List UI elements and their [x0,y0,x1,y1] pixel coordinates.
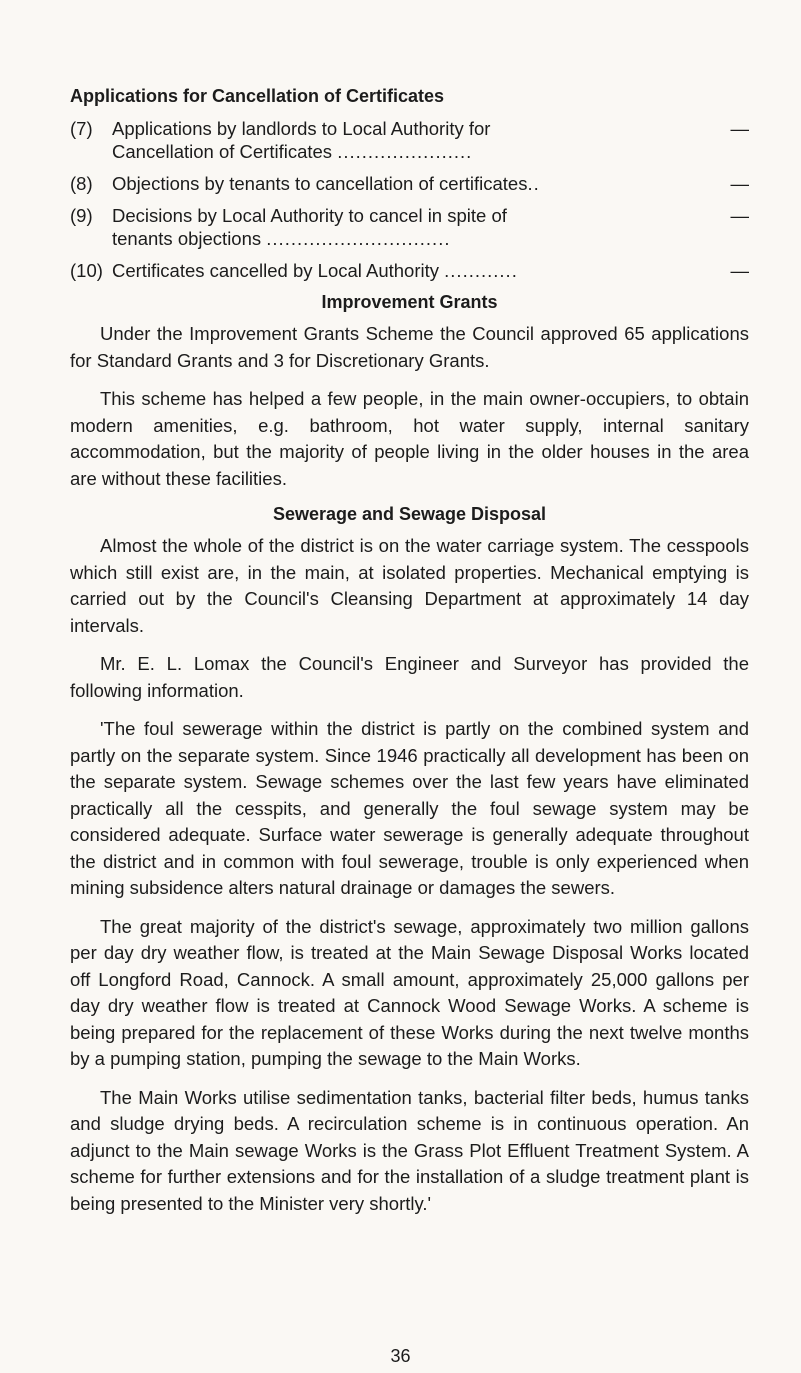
leader-dots: ............ [444,260,518,281]
paragraph: Almost the whole of the district is on the water carriage system. The cesspools which still exist are, in the main, at isolated properties. Mechanical emptying is carried out by the Council's Cleansing Department at approximately 14 day intervals. [70,535,749,636]
item-text-line: Cancellation of Certificates [112,141,333,162]
cancellation-heading: Applications for Cancellation of Certificates [70,86,445,106]
paragraph: Mr. E. L. Lomax the Council's Engineer and Surveyor has provided the following information. [70,653,749,701]
item-value: — [730,118,749,139]
item-text [112,172,727,195]
list-item-8 [70,172,749,195]
item-number: (8) [70,173,93,194]
item-text-line: Objections by tenants to cancellation of certificates [112,173,528,194]
item-text [112,117,727,163]
item-value: — [730,173,749,194]
paragraph: Under the Improvement Grants Scheme the Council approved 65 applications for Standard Grants and 3 for Discretionary Grants. [70,323,749,371]
item-number: (7) [70,118,93,139]
list-item-9 [70,204,749,250]
item-number: (10) [70,260,103,281]
sewerage-heading: Sewerage and Sewage Disposal [272,504,547,524]
item-text-line: Certificates cancelled by Local Authority [112,260,440,281]
item-value: — [730,260,749,281]
item-text-line: tenants objections [112,228,262,249]
page-number: 36 [390,1346,411,1366]
item-number: (9) [70,205,93,226]
paragraph: The Main Works utilise sedimentation tanks, bacterial filter beds, humus tanks and sludge drying beds. A recirculation scheme is in continuous operation. An adjunct to the Main sewage Works is the Grass Plot Effluent Treatment System. A scheme for further extensions and for the installation of a sludge treatment plant is being presented to the Minister very shortly.' [70,1086,749,1214]
leader-dots: .. [527,173,540,194]
item-text [112,204,727,250]
list-item-7 [70,117,749,163]
improvement-heading: Improvement Grants [321,292,498,312]
leader-dots: .............................. [266,228,451,249]
list-item-10 [70,259,749,282]
item-text [112,259,727,282]
item-value: — [730,205,749,226]
item-text-line: Decisions by Local Authority to cancel in spite of [112,205,507,226]
paragraph: This scheme has helped a few people, in the main owner-occupiers, to obtain modern amenities, e.g. bathroom, hot water supply, internal sanitary accommodation, but the majority of people living in the older houses in the area are without these facilities. [70,388,749,489]
item-text-line: Applications by landlords to Local Authority for [112,118,491,139]
paragraph: 'The foul sewerage within the district is partly on the combined system and partly on the separate system. Since 1946 practically all development has been on the separate system. Sewage schemes over the last few years have eliminated practically all the cesspits, and generally the foul sewage system may be considered adequate. Surface water sewerage is generally adequate throughout the district and in common with foul sewerage, trouble is only experienced when mining subsidence alters natural drainage or damages the sewers. [70,718,749,898]
leader-dots: ...................... [337,141,473,162]
paragraph: The great majority of the district's sewage, approximately two million gallons per day dry weather flow, is treated at the Main Sewage Disposal Works located off Longford Road, Cannock. A small amount, approximately 25,000 gallons per day dry weather flow is treated at Cannock Wood Sewage Works. A scheme is being prepared for the replacement of these Works during the next twelve months by a pumping station, pumping the sewage to the Main Works. [70,915,749,1069]
